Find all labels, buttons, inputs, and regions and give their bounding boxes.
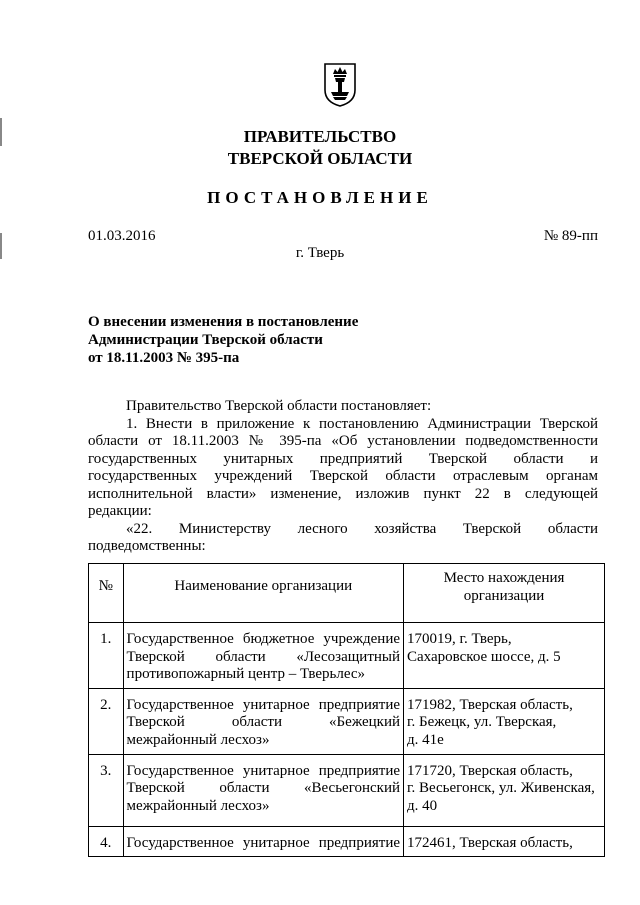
row-num: 2. — [89, 688, 124, 754]
government-name-line1: ПРАВИТЕЛЬСТВО — [243, 127, 397, 146]
table-header-row — [89, 564, 605, 623]
table-row — [89, 623, 605, 689]
row-num: 1. — [89, 623, 124, 689]
quote-line: подведомственны: — [88, 538, 206, 554]
quote-line: «22. Министерству лесного хозяйства Тверской области — [126, 520, 598, 537]
row-name: Государственное унитарное предприятие Тверской области «Бежецкий межрайонный лесхоз» — [123, 688, 403, 754]
subject-line: Администрации Тверской области — [88, 332, 323, 348]
table-row — [89, 754, 605, 826]
header-name: Наименование организации — [123, 564, 403, 623]
intro-paragraph: Правительство Тверской области постановляет: — [126, 398, 432, 414]
document-city: г. Тверь — [295, 245, 345, 261]
row-location: 171982, Тверская область, г. Бежецк, ул. Тверская, д. 41е — [404, 688, 605, 754]
subject-line: от 18.11.2003 № 395-па — [88, 350, 240, 366]
organizations-table — [88, 563, 605, 857]
row-name: Государственное унитарное предприятие — [123, 826, 403, 857]
row-name: Государственное бюджетное учреждение Тверской области «Лесозащитный противопожарный центр – Тверьлес» — [123, 623, 403, 689]
row-name: Государственное унитарное предприятие Тверской области «Весьегонский межрайонный лесхоз» — [123, 754, 403, 826]
row-num: 3. — [89, 754, 124, 826]
coat-of-arms-icon — [323, 62, 357, 108]
government-name-line2: ТВЕРСКОЙ ОБЛАСТИ — [227, 149, 413, 168]
header-num: № — [89, 564, 124, 623]
table-row — [89, 688, 605, 754]
document-date: 01.03.2016 — [88, 228, 156, 244]
document-type: ПОСТАНОВЛЕНИЕ — [207, 188, 433, 207]
header-location: Место нахождения организации — [404, 564, 605, 623]
item1-line: государственных учреждений Тверской области отраслевым органам — [88, 468, 598, 484]
document-number: № 89-пп — [543, 228, 598, 244]
subject-line: О внесении изменения в постановление — [88, 314, 359, 330]
item1-line: области от 18.11.2003 № 395-па «Об установлении подведомственности — [88, 433, 598, 449]
document-subject — [88, 313, 488, 367]
item1-line: государственных унитарных предприятий Тверской области и — [88, 450, 598, 467]
row-num: 4. — [89, 826, 124, 857]
table-row — [89, 826, 605, 857]
item1-last-line: редакции: — [88, 503, 152, 519]
row-location: 170019, г. Тверь, Сахаровское шоссе, д. 5 — [404, 623, 605, 689]
row-location: 172461, Тверская область, — [404, 826, 605, 857]
item1-line: 1. Внести в приложение к постановлению Администрации Тверской — [126, 415, 598, 432]
row-location: 171720, Тверская область, г. Весьегонск, ул. Живенская, д. 40 — [404, 754, 605, 826]
decree-body — [88, 398, 598, 556]
item1-line: исполнительной власти» изменение, изложив пункт 22 в следующей — [88, 485, 598, 502]
